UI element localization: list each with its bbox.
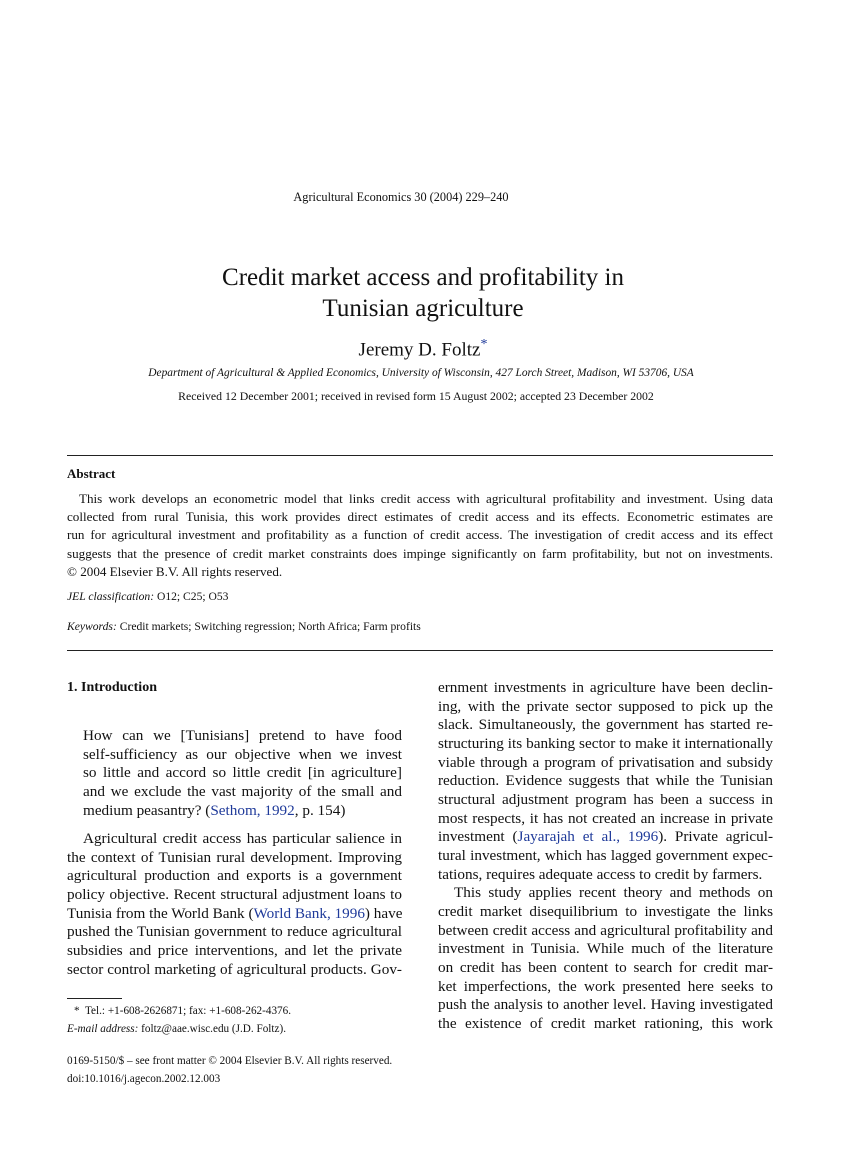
text-line (83, 727, 402, 746)
journal-reference: Agricultural Economics 30 (2004) 229–240 (293, 190, 509, 204)
line-text: This study applies recent theory and methods on (454, 884, 773, 902)
text-line (438, 996, 773, 1015)
text-line (438, 903, 773, 922)
author (0, 337, 846, 361)
line-text: investment (Jayarajah et al., 1996). Private agricul- (438, 828, 773, 846)
text-line (438, 866, 773, 885)
text-line (67, 867, 402, 886)
line-text: self-sufficiency as our objective when we invest (83, 745, 402, 763)
doi[interactable]: doi:10.1016/j.agecon.2002.12.003 (67, 1072, 221, 1085)
divider (67, 650, 773, 651)
line-text: on credit has been content to search for credit mar- (438, 958, 773, 976)
line-text: agricultural production and exports is a government (67, 867, 402, 885)
text-line (438, 735, 773, 754)
citation-link[interactable]: Sethom, 1992 (210, 801, 295, 819)
paper-title (0, 262, 846, 324)
jel-classification (67, 590, 228, 603)
bottom-matter (67, 1053, 392, 1088)
line-text: slack. Simultaneously, the government has started re- (438, 716, 773, 734)
title-line: Credit market access and profitability in (222, 264, 624, 291)
author-name: Jeremy D. Foltz (358, 339, 481, 361)
line-text: push the analysis to another level. Having investigated (438, 996, 773, 1014)
text-line (67, 849, 402, 868)
line-text: pushed the Tunisian government to reduce agricultural (67, 923, 402, 941)
text-line (438, 791, 773, 810)
line-text: investment in Tunisia. While much of the literature (438, 940, 773, 958)
line-text: run for agricultural investment and profitability as a function of credit access. The investigation of credit access and its effect (67, 527, 773, 543)
line-text: This work develops an econometric model that links credit access with agricultural profitability and investment. Using data (79, 491, 773, 506)
line-text: ing, with the private sector supposed to pick up the (438, 697, 773, 715)
text-line (438, 810, 773, 829)
text-line (438, 679, 773, 698)
line-text: viable through a program of privatisation and subsidy (438, 753, 773, 771)
abstract-heading: Abstract (67, 466, 116, 481)
line-text: tations, requires adequate access to credit by farmers. (438, 865, 763, 883)
text-line (438, 959, 773, 978)
citation-link[interactable]: Jayarajah et al., 1996 (517, 828, 659, 846)
text-line (438, 978, 773, 997)
line-text: How can we [Tunisians] pretend to have food (83, 727, 402, 744)
text-line (83, 783, 402, 802)
title-line: Tunisian agriculture (322, 295, 524, 322)
line-text: tural investment, which has lagged government expec- (438, 846, 773, 864)
text-line (67, 961, 402, 980)
text-line (67, 923, 402, 942)
text-line (67, 508, 773, 526)
line-text: suggests that the presence of credit market constraints does impinge significantly on farm profitability, but not on investments. (67, 545, 773, 561)
jel-label: JEL classification: (67, 590, 155, 603)
received-dates: Received 12 December 2001; received in revised form 15 August 2002; accepted 23 December 2002 (178, 389, 654, 403)
keywords (67, 620, 421, 633)
affiliation: Department of Agricultural & Applied Economics, University of Wisconsin, 427 Lorch Street, Madison, WI 53706, USA (148, 367, 694, 379)
text-line (67, 886, 402, 905)
line-text: most respects, it has not created an increase in private (438, 809, 773, 827)
text-line (438, 698, 773, 717)
line-text: collected from rural Tunisia, this work provides direct estimates of credit access and its effects. Econometric estimates are (67, 509, 773, 525)
text-line (67, 490, 773, 508)
line-text: medium peasantry? (Sethom, 1992, p. 154) (83, 801, 346, 819)
line-text: and we exclude the vast majority of the small and (83, 782, 402, 800)
footnote-mark: * (74, 1005, 80, 1017)
abstract-text (67, 490, 773, 581)
text-line (438, 847, 773, 866)
line-text: subsidies and price interventions, and let the private (67, 941, 402, 959)
text-line (67, 942, 402, 961)
line-text: ket imperfections, the work presented here seeks to (438, 977, 773, 995)
keywords-value: Credit markets; Switching regression; North Africa; Farm profits (119, 620, 421, 633)
epigraph-quote (83, 727, 402, 820)
keywords-label: Keywords: (67, 620, 117, 633)
right-column-text (438, 679, 773, 1033)
text-line (83, 764, 402, 783)
author-footnote-link[interactable]: * (480, 337, 488, 352)
text-line (438, 1015, 773, 1034)
text-line (67, 545, 773, 563)
line-text: reduction. Evidence suggests that while the Tunisian (438, 772, 773, 790)
text-line (438, 716, 773, 735)
line-text: ernment investments in agriculture have been declin- (438, 679, 773, 696)
text-line (438, 772, 773, 791)
line-text: structuring its banking sector to make it internationally (438, 734, 773, 752)
line-text: so little and accord so little credit [in agriculture] (83, 764, 402, 782)
text-line (83, 802, 402, 821)
jel-value: O12; C25; O53 (156, 590, 229, 603)
text-line (438, 922, 773, 941)
line-text: policy objective. Recent structural adjustment loans to (67, 885, 402, 903)
text-line (67, 526, 773, 544)
footnote-contact: Tel.: +1-608-2626871; fax: +1-608-262-4376. (85, 1005, 292, 1017)
text-line (67, 905, 402, 924)
section-heading: 1. Introduction (67, 680, 157, 695)
footnote-divider (67, 998, 122, 999)
issn-copyright: 0169-5150/$ – see front matter © 2004 Elsevier B.V. All rights reserved. (67, 1055, 393, 1067)
text-line (83, 746, 402, 765)
line-text: credit market disequilibrium to investigate the links (438, 902, 773, 920)
text-line (438, 884, 773, 903)
text-line (438, 754, 773, 773)
text-line (438, 828, 773, 847)
email-label: E-mail address: (67, 1023, 139, 1035)
divider (67, 455, 773, 456)
left-column-text (67, 830, 402, 979)
line-text: the context of Tunisian rural development. Improving (67, 848, 402, 866)
line-text: © 2004 Elsevier B.V. All rights reserved. (67, 563, 283, 579)
line-text: structural adjustment program has been a success in (438, 790, 773, 808)
email-value[interactable]: foltz@aae.wisc.edu (J.D. Foltz). (141, 1023, 286, 1035)
footnote (67, 1002, 291, 1038)
line-text: Tunisia from the World Bank (World Bank, 1996) have (67, 904, 403, 922)
line-text: between credit access and agricultural profitability and (438, 921, 773, 939)
line-text: the existence of credit market rationing, this work (438, 1014, 773, 1032)
text-line (67, 830, 402, 849)
citation-link[interactable]: World Bank, 1996 (253, 904, 365, 922)
text-line (438, 940, 773, 959)
text-line (67, 563, 773, 581)
line-text: Agricultural credit access has particular salience in (83, 830, 402, 847)
line-text: sector control marketing of agricultural products. Gov- (67, 960, 402, 978)
